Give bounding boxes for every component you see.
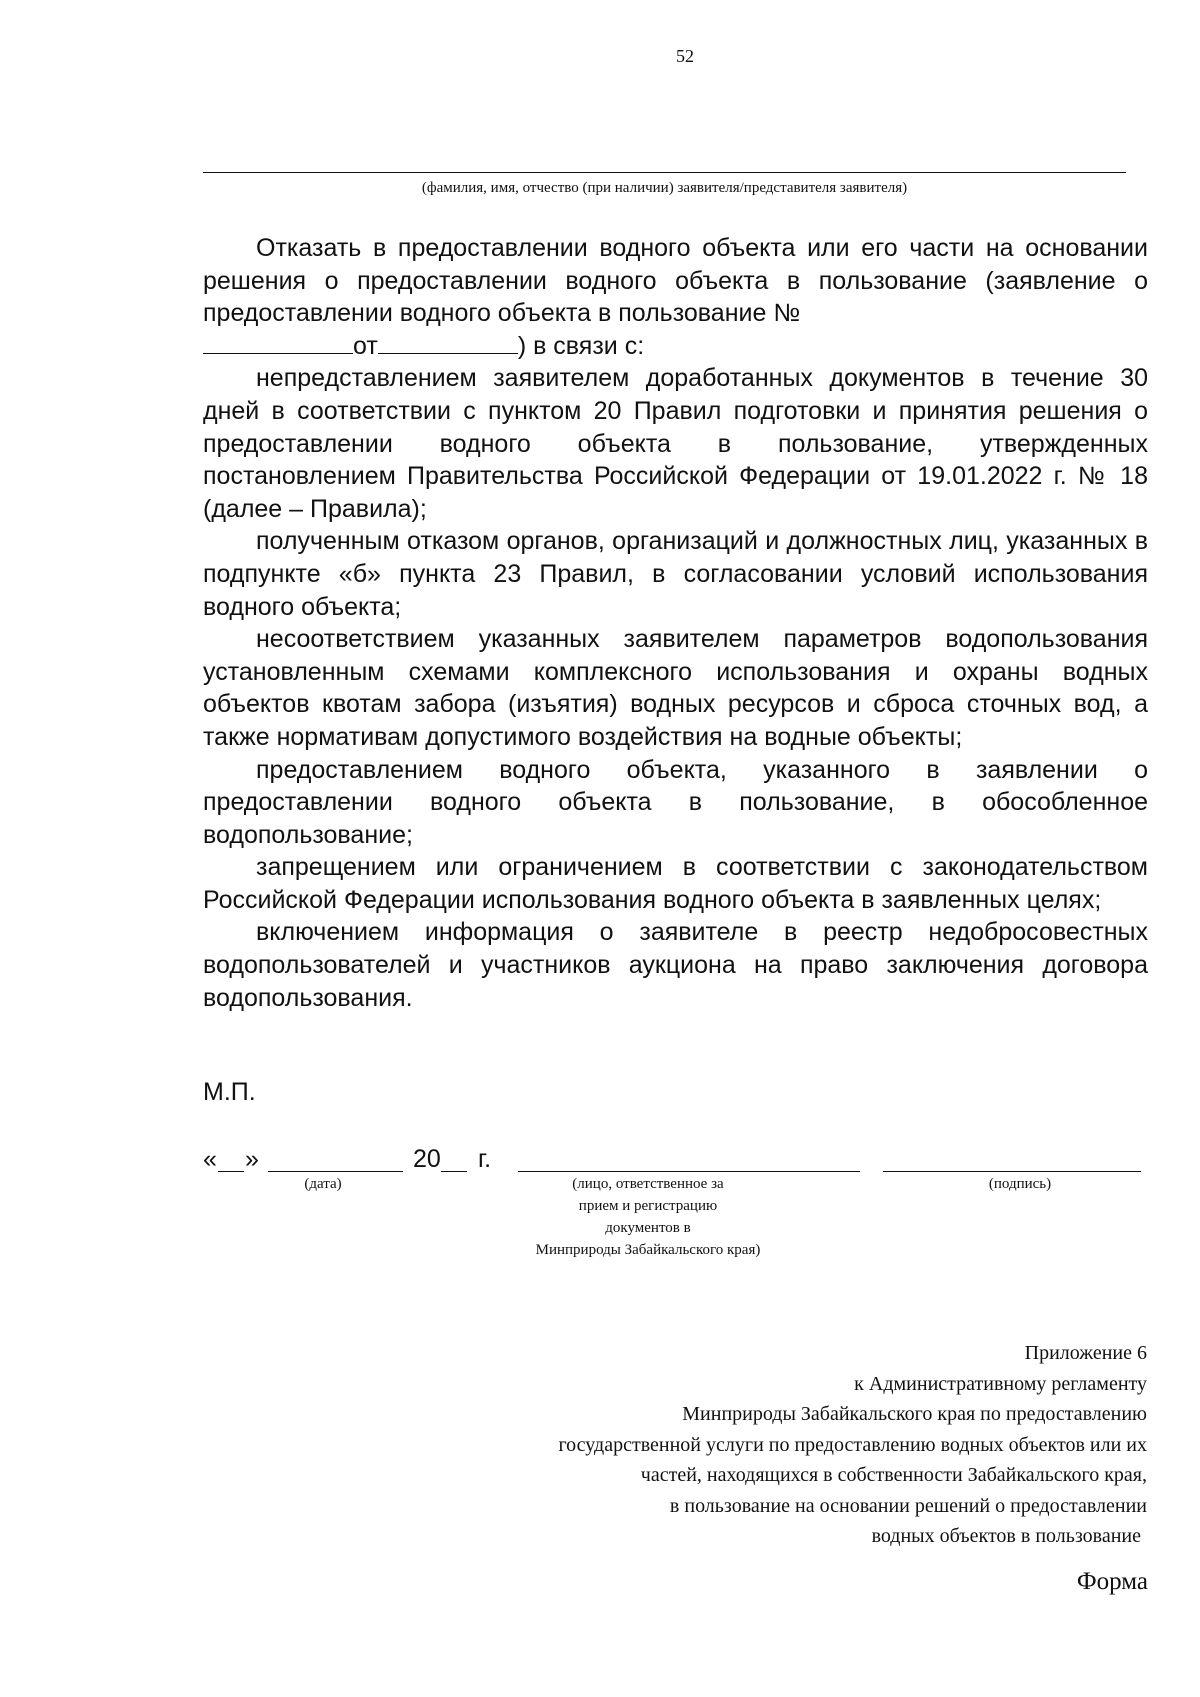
reason-item: включением информация о заявителе в реестр недобросовестных водопользователей и участников аукциона на право заключения договора водопользования.: [203, 918, 1148, 1012]
reason-item: непредставлением заявителем доработанных документов в течение 30 дней в соответствии с пунктом 20 Правил подготовки и принятия решения о предоставлении водного объекта в пользование, утвержденных постановлением Правительства Российской Федерации от 19.01.2022 г. № 18 (далее – Правила);: [203, 364, 1148, 523]
appendix-line: государственной услуги по предоставлению водных объектов или их: [558, 1433, 1147, 1456]
page-number: 52: [676, 46, 694, 66]
appendix-line: частей, находящихся в собственности Забайкальского края,: [640, 1464, 1147, 1486]
refusal-intro-text: Отказать в предоставлении водного объекта или его части на основании решения о предоставлении водного объекта в пользование (заявление о предоставлении водного объекта в пользование №: [203, 234, 1148, 328]
responsible-caption-line: Минприроды Забайкальского края): [535, 1242, 761, 1258]
appendix-line: Минприроды Забайкальского края по предоставлению: [682, 1403, 1147, 1425]
application-date-blank: [378, 331, 518, 354]
applicant-name-line: [203, 172, 1126, 173]
year-blank: [441, 1171, 467, 1172]
application-date-prefix: от: [353, 331, 378, 360]
applicant-name-caption: (фамилия, имя, отчество (при наличии) заявителя/представителя заявителя): [421, 180, 908, 196]
responsible-caption: [498, 1173, 798, 1261]
year-suffix: г.: [478, 1145, 492, 1173]
responsible-caption-line: (лицо, ответственное за: [572, 1176, 724, 1192]
signature-date-line: [203, 1145, 1148, 1175]
quote-open: «: [203, 1145, 217, 1173]
quote-close: »: [245, 1145, 259, 1173]
application-number-blank: [203, 331, 353, 354]
signature-caption: (подпись): [988, 1176, 1052, 1192]
refusal-intro: [203, 232, 1148, 330]
responsible-caption-line: документов в: [605, 1220, 691, 1236]
day-blank: [218, 1171, 244, 1172]
month-blank: [268, 1171, 403, 1172]
date-caption: (дата): [304, 1176, 342, 1192]
reason-item: запрещением или ограничением в соответствии с законодательством Российской Федерации использования водного объекта в заявленных целях;: [203, 853, 1148, 914]
reason-item: полученным отказом органов, организаций и должностных лиц, указанных в подпункте «б» пункта 23 Правил, в согласовании условий использования водного объекта;: [203, 527, 1148, 621]
appendix-line: к Административному регламенту: [854, 1372, 1147, 1395]
appendix-heading: [387, 1338, 1147, 1552]
application-number-line: [203, 330, 1148, 363]
form-label: Форма: [1076, 1568, 1148, 1595]
year-prefix: 20: [413, 1145, 441, 1173]
refusal-body: [203, 232, 1148, 1014]
responsible-person-blank: [518, 1171, 860, 1172]
reason-item: предоставлением водного объекта, указанного в заявлении о предоставлении водного объекта в пользование, в обособленное водопользование;: [203, 755, 1148, 849]
appendix-line: водных объектов в пользование: [871, 1525, 1141, 1547]
signature-blank: [883, 1171, 1141, 1172]
refusal-reason-intro: ) в связи с:: [517, 331, 645, 360]
reason-item: несоответствием указанных заявителем параметров водопользования установленным схемами комплексного использования и охраны водных объектов квотам забора (изъятия) водных ресурсов и сброса сточных вод, а также нормативам допустимого воздействия на водные объекты;: [203, 625, 1148, 751]
appendix-line: Приложение 6: [1024, 1342, 1147, 1364]
appendix-line: в пользование на основании решений о предоставлении: [669, 1494, 1147, 1517]
responsible-caption-line: прием и регистрацию: [578, 1198, 718, 1214]
stamp-mark: М.П.: [203, 1078, 256, 1106]
